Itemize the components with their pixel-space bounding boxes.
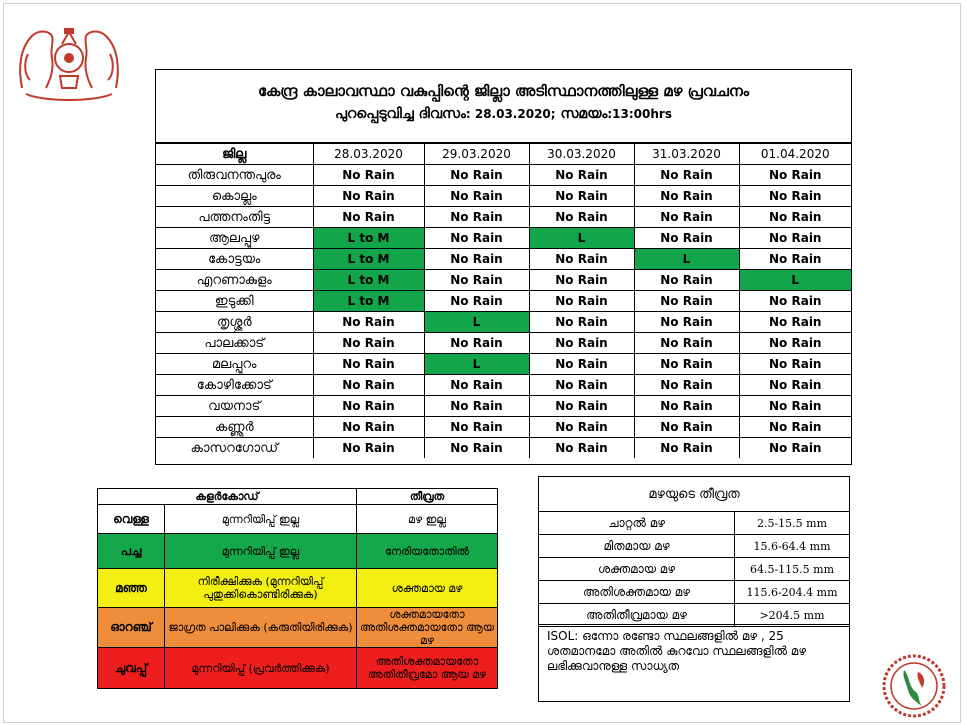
- forecast-cell: No Rain: [529, 375, 634, 396]
- rain-intensity-table: [538, 476, 850, 627]
- forecast-cell: No Rain: [529, 438, 634, 459]
- district-name: ആലപ്പുഴ: [156, 228, 313, 249]
- district-name: കണ്ണൂർ: [156, 417, 313, 438]
- forecast-cell: No Rain: [313, 375, 424, 396]
- date-header: 01.04.2020: [739, 144, 851, 165]
- color-name: ചുവപ്പ്: [98, 648, 165, 689]
- forecast-cell: No Rain: [739, 165, 851, 186]
- forecast-cell: No Rain: [739, 291, 851, 312]
- forecast-cell: No Rain: [634, 165, 739, 186]
- forecast-cell: No Rain: [634, 270, 739, 291]
- date-header: 30.03.2020: [529, 144, 634, 165]
- intensity-range: 15.6-64.4 mm: [735, 535, 850, 558]
- date-header: 31.03.2020: [634, 144, 739, 165]
- color-meaning: ജാഗ്രത പാലിക്കുക (കരുതിയിരിക്കുക): [165, 608, 357, 648]
- forecast-cell: No Rain: [424, 417, 529, 438]
- forecast-cell: No Rain: [313, 354, 424, 375]
- forecast-cell: No Rain: [529, 186, 634, 207]
- forecast-cell: No Rain: [529, 417, 634, 438]
- forecast-row: [156, 186, 851, 207]
- forecast-cell: No Rain: [424, 270, 529, 291]
- time-value: :13:00hrs: [607, 107, 672, 121]
- time-label: സമയം: [560, 106, 608, 122]
- forecast-cell: No Rain: [424, 249, 529, 270]
- forecast-cell: No Rain: [634, 375, 739, 396]
- intensity-label: ചാറ്റൽ മഴ: [539, 512, 735, 535]
- forecast-cell: No Rain: [634, 438, 739, 459]
- forecast-cell: L: [424, 354, 529, 375]
- forecast-cell: No Rain: [634, 396, 739, 417]
- forecast-title-box: [156, 70, 851, 143]
- district-name: ഇടുക്കി: [156, 291, 313, 312]
- intensity-label: മിതമായ മഴ: [539, 535, 735, 558]
- forecast-row: [156, 165, 851, 186]
- forecast-cell: No Rain: [313, 207, 424, 228]
- district-name: കാസറഗോഡ്: [156, 438, 313, 459]
- color-code-row: [98, 648, 498, 689]
- page-title: കേന്ദ്ര കാലാവസ്ഥാ വകുപ്പിന്റെ ജില്ലാ അടിസ്ഥാനത്തിലുള്ള മഴ പ്രവചനം: [257, 82, 750, 100]
- forecast-cell: No Rain: [424, 396, 529, 417]
- forecast-cell: No Rain: [739, 438, 851, 459]
- forecast-cell: No Rain: [634, 228, 739, 249]
- color-name: മഞ്ഞ: [98, 569, 165, 608]
- forecast-cell: No Rain: [634, 354, 739, 375]
- intensity-row: [539, 581, 850, 604]
- district-name: പത്തനംതിട്ട: [156, 207, 313, 228]
- color-code-row: [98, 608, 498, 648]
- forecast-cell: No Rain: [424, 291, 529, 312]
- forecast-header-row: [156, 144, 851, 165]
- district-name: വയനാട്: [156, 396, 313, 417]
- district-header: ജില്ല: [156, 144, 313, 165]
- forecast-cell: No Rain: [739, 417, 851, 438]
- forecast-cell: No Rain: [424, 165, 529, 186]
- forecast-cell: No Rain: [529, 249, 634, 270]
- color-intensity: മഴ ഇല്ല: [357, 505, 498, 534]
- district-name: കൊല്ലം: [156, 186, 313, 207]
- forecast-row: [156, 438, 851, 459]
- color-code-header: കളർകോഡ്: [98, 489, 357, 505]
- color-intensity-header: തീവ്രത: [357, 489, 498, 505]
- district-name: തൃശ്ശൂർ: [156, 312, 313, 333]
- forecast-cell: No Rain: [529, 312, 634, 333]
- forecast-cell: No Rain: [739, 186, 851, 207]
- color-meaning: മുന്നറിയിപ്പ് ഇല്ല: [165, 505, 357, 534]
- forecast-cell: No Rain: [634, 186, 739, 207]
- forecast-row: [156, 333, 851, 354]
- forecast-row: [156, 375, 851, 396]
- color-meaning: നിരീക്ഷിക്കുക (മുന്നറിയിപ്പ് പുതുക്കികൊണ്ടിരിക്കുക): [165, 569, 357, 608]
- intensity-range: >204.5 mm: [735, 604, 850, 627]
- forecast-cell: No Rain: [739, 354, 851, 375]
- forecast-cell: No Rain: [634, 333, 739, 354]
- forecast-cell: No Rain: [739, 228, 851, 249]
- color-code-row: [98, 505, 498, 534]
- date-header: 28.03.2020: [313, 144, 424, 165]
- forecast-row: [156, 207, 851, 228]
- intensity-label: അതിതീവ്രമായ മഴ: [539, 604, 735, 627]
- color-code-header-row: [98, 489, 498, 505]
- district-name: മലപ്പുറം: [156, 354, 313, 375]
- issued-label: പുറപ്പെടുവിച്ച ദിവസം: [335, 106, 466, 122]
- forecast-cell: L: [529, 228, 634, 249]
- forecast-cell: L to M: [313, 228, 424, 249]
- kerala-emblem-icon: [14, 18, 124, 108]
- forecast-cell: No Rain: [424, 228, 529, 249]
- forecast-row: [156, 396, 851, 417]
- forecast-cell: No Rain: [634, 291, 739, 312]
- district-name: പാലക്കാട്: [156, 333, 313, 354]
- forecast-cell: L: [739, 270, 851, 291]
- forecast-cell: No Rain: [739, 375, 851, 396]
- forecast-cell: No Rain: [529, 333, 634, 354]
- color-name: വെള്ള: [98, 505, 165, 534]
- ksdma-logo-icon: [878, 652, 950, 720]
- intensity-row: [539, 535, 850, 558]
- forecast-row: [156, 270, 851, 291]
- forecast-cell: L: [634, 249, 739, 270]
- issued-date: : 28.03.2020;: [465, 107, 556, 121]
- forecast-cell: No Rain: [424, 333, 529, 354]
- forecast-cell: No Rain: [313, 396, 424, 417]
- forecast-cell: No Rain: [313, 165, 424, 186]
- intensity-label: അതിശക്തമായ മഴ: [539, 581, 735, 604]
- forecast-cell: No Rain: [424, 207, 529, 228]
- forecast-cell: No Rain: [313, 186, 424, 207]
- forecast-cell: No Rain: [424, 375, 529, 396]
- color-intensity: അതിശക്തമായതോ അതിതീവ്രമോ ആയ മഴ: [357, 648, 498, 689]
- intensity-label: ശക്തമായ മഴ: [539, 558, 735, 581]
- intensity-header: മഴയുടെ തീവ്രത: [539, 477, 850, 512]
- color-intensity: ശക്തമായതോ അതിശക്തമായതോ ആയ മഴ: [357, 608, 498, 648]
- intensity-row: [539, 512, 850, 535]
- intensity-header-row: [539, 477, 850, 512]
- forecast-cell: No Rain: [634, 417, 739, 438]
- color-name: ഓറഞ്ച്: [98, 608, 165, 648]
- isol-note: ISOL: ഒന്നോ രണ്ടോ സ്ഥലങ്ങളിൽ മഴ , 25 ശതമാനമോ അതിൽ കുറവോ സ്ഥലങ്ങളിൽ മഴ ലഭിക്കുവാനുള്ള സാധ്യത: [538, 624, 850, 702]
- forecast-panel: [155, 69, 852, 465]
- forecast-cell: No Rain: [529, 165, 634, 186]
- forecast-cell: L: [424, 312, 529, 333]
- color-name: പച്ച: [98, 534, 165, 569]
- forecast-cell: No Rain: [739, 333, 851, 354]
- district-name: എറണാകുളം: [156, 270, 313, 291]
- color-code-row: [98, 569, 498, 608]
- forecast-row: [156, 354, 851, 375]
- forecast-cell: No Rain: [529, 396, 634, 417]
- color-meaning: മുന്നറിയിപ്പ് ഇല്ല: [165, 534, 357, 569]
- intensity-row: [539, 558, 850, 581]
- date-header: 29.03.2020: [424, 144, 529, 165]
- intensity-range: 64.5-115.5 mm: [735, 558, 850, 581]
- forecast-cell: No Rain: [313, 417, 424, 438]
- color-intensity: നേരിയതോതിൽ: [357, 534, 498, 569]
- color-code-row: [98, 534, 498, 569]
- forecast-cell: No Rain: [739, 312, 851, 333]
- district-name: തിരുവനന്തപുരം: [156, 165, 313, 186]
- forecast-cell: L to M: [313, 291, 424, 312]
- forecast-cell: No Rain: [739, 249, 851, 270]
- forecast-cell: No Rain: [739, 396, 851, 417]
- intensity-range: 115.6-204.4 mm: [735, 581, 850, 604]
- color-intensity: ശക്തമായ മഴ: [357, 569, 498, 608]
- forecast-cell: No Rain: [424, 438, 529, 459]
- intensity-range: 2.5-15.5 mm: [735, 512, 850, 535]
- color-code-table: [97, 488, 498, 689]
- district-name: കോട്ടയം: [156, 249, 313, 270]
- forecast-cell: L to M: [313, 270, 424, 291]
- forecast-cell: No Rain: [313, 333, 424, 354]
- forecast-table: [156, 143, 851, 458]
- forecast-cell: No Rain: [529, 354, 634, 375]
- forecast-row: [156, 417, 851, 438]
- forecast-cell: No Rain: [529, 270, 634, 291]
- forecast-cell: No Rain: [634, 312, 739, 333]
- forecast-row: [156, 249, 851, 270]
- forecast-row: [156, 228, 851, 249]
- forecast-cell: L to M: [313, 249, 424, 270]
- forecast-row: [156, 291, 851, 312]
- forecast-cell: No Rain: [529, 207, 634, 228]
- forecast-cell: No Rain: [739, 207, 851, 228]
- forecast-cell: No Rain: [634, 207, 739, 228]
- color-meaning: മുന്നറിയിപ്പ് (പ്രവർത്തിക്കുക): [165, 648, 357, 689]
- forecast-cell: No Rain: [529, 291, 634, 312]
- forecast-cell: No Rain: [424, 186, 529, 207]
- forecast-body: [156, 165, 851, 459]
- forecast-cell: No Rain: [313, 312, 424, 333]
- issue-info: [156, 106, 851, 122]
- forecast-cell: No Rain: [313, 438, 424, 459]
- district-name: കോഴിക്കോട്: [156, 375, 313, 396]
- forecast-row: [156, 312, 851, 333]
